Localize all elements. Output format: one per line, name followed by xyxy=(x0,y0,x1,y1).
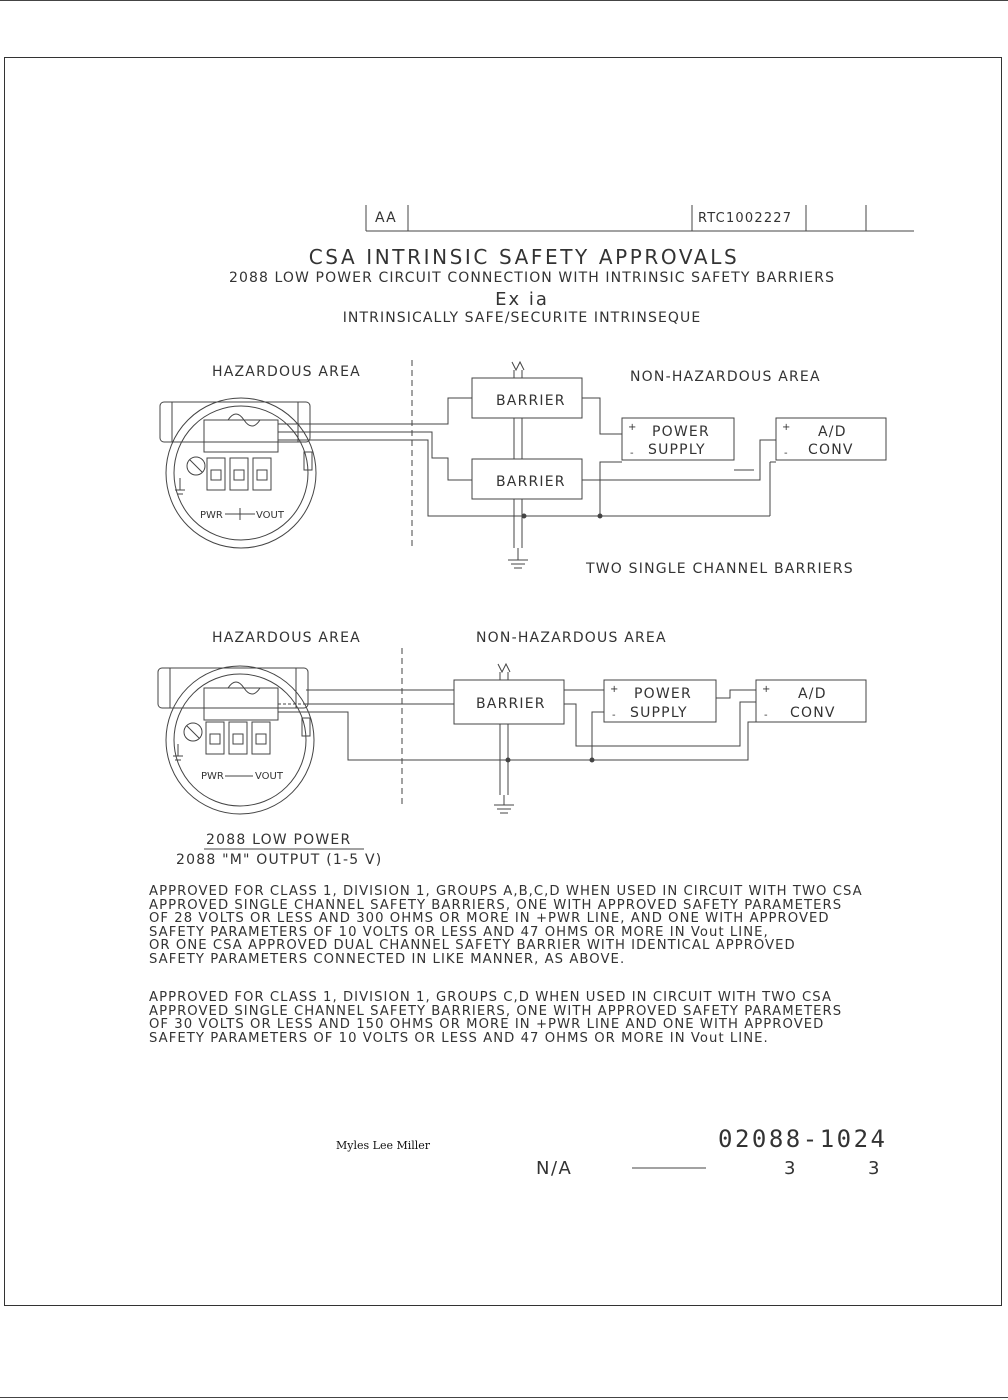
revision-block xyxy=(366,205,914,231)
bottom-ad-label-1: A/D xyxy=(798,686,827,702)
bottom-barrier-label: BARRIER xyxy=(476,696,546,712)
bottom-power-label-1: POWER xyxy=(634,686,692,702)
ecn-number: RTC1002227 xyxy=(698,211,793,226)
top-transmitter-icon xyxy=(160,398,316,548)
top-nonhazardous-label: NON-HAZARDOUS AREA xyxy=(630,369,821,385)
total-sheets: 3 xyxy=(868,1158,880,1179)
subtitle: 2088 LOW POWER CIRCUIT CONNECTION WITH INTRINSIC SAFETY BARRIERS xyxy=(228,270,836,286)
top-ad-plus: + xyxy=(782,422,791,433)
protection-code: Ex ia xyxy=(495,289,549,310)
bottom-hazardous-label: HAZARDOUS AREA xyxy=(212,630,361,646)
model-label-2: 2088 "M" OUTPUT (1-5 V) xyxy=(176,852,383,868)
bottom-ad-label-2: CONV xyxy=(790,705,836,721)
bottom-transmitter-icon xyxy=(158,666,314,814)
top-ad-minus: - xyxy=(784,448,788,459)
top-barrier-1-label: BARRIER xyxy=(496,393,566,409)
bottom-terminal-pwr: PWR xyxy=(201,771,224,782)
scale-value: N/A xyxy=(536,1158,573,1179)
bottom-power-plus: + xyxy=(610,684,619,695)
protection-description: INTRINSICALLY SAFE/SECURITE INTRINSEQUE xyxy=(342,310,702,326)
top-barrier-2-label: BARRIER xyxy=(496,474,566,490)
approval-note-1: APPROVED FOR CLASS 1, DIVISION 1, GROUPS A,B,C,D WHEN USED IN CIRCUIT WITH TWO CSA APPROVED SINGLE CHANNEL SAFETY BARRIERS, ONE WITH APPROVED SAFETY PARAMETERS OF 28 VOLTS OR LESS AND 300 OHMS OR MORE IN +PWR LINE, AND ONE WITH APPROVED SAFETY PARAMETERS OF 10 VOLTS OR LESS AND 47 OHMS OR MORE IN Vout LINE, OR ONE CSA APPROVED DUAL CHANNEL SAFETY BARRIER WITH IDENTICAL APPROVED SAFETY PARAMETERS CONNECTED IN LIKE MANNER, AS ABOVE. xyxy=(149,884,863,967)
sheet-number: 3 xyxy=(784,1158,796,1179)
bottom-power-minus: - xyxy=(612,710,616,721)
top-power-label-1: POWER xyxy=(652,424,710,440)
top-terminal-pwr: PWR xyxy=(200,510,223,521)
bottom-diagram xyxy=(158,630,866,814)
approval-note-2: APPROVED FOR CLASS 1, DIVISION 1, GROUPS C,D WHEN USED IN CIRCUIT WITH TWO CSA APPROVED SINGLE CHANNEL SAFETY BARRIERS, ONE WITH APPROVED SAFETY PARAMETERS OF 30 VOLTS OR LESS AND 150 OHMS OR MORE IN +PWR LINE AND ONE WITH APPROVED SAFETY PARAMETERS OF 10 VOLTS OR LESS AND 47 OHMS OR MORE IN Vout LINE. xyxy=(149,990,843,1046)
top-wire-vout xyxy=(278,432,472,480)
top-diagram-caption: TWO SINGLE CHANNEL BARRIERS xyxy=(586,561,854,577)
bottom-power-label-2: SUPPLY xyxy=(630,705,688,721)
top-hazardous-label: HAZARDOUS AREA xyxy=(212,364,361,380)
top-power-minus: - xyxy=(630,448,634,459)
bottom-terminal-vout: VOUT xyxy=(255,771,283,782)
top-ad-label-1: A/D xyxy=(818,424,847,440)
model-label-1: 2088 LOW POWER xyxy=(206,832,352,848)
bottom-ad-minus: - xyxy=(764,710,768,721)
top-terminal-vout: VOUT xyxy=(256,510,284,521)
top-ad-label-2: CONV xyxy=(808,442,854,458)
top-power-label-2: SUPPLY xyxy=(648,442,706,458)
revision-letter: AA xyxy=(375,210,397,226)
drawing-number: 02088-1024 xyxy=(718,1125,888,1153)
bottom-ad-plus: + xyxy=(762,684,771,695)
approver-signature: Myles Lee Miller xyxy=(336,1139,431,1152)
bottom-nonhazardous-label: NON-HAZARDOUS AREA xyxy=(476,630,667,646)
top-diagram xyxy=(160,360,886,577)
main-title: CSA INTRINSIC SAFETY APPROVALS xyxy=(308,245,740,269)
top-power-plus: + xyxy=(628,422,637,433)
